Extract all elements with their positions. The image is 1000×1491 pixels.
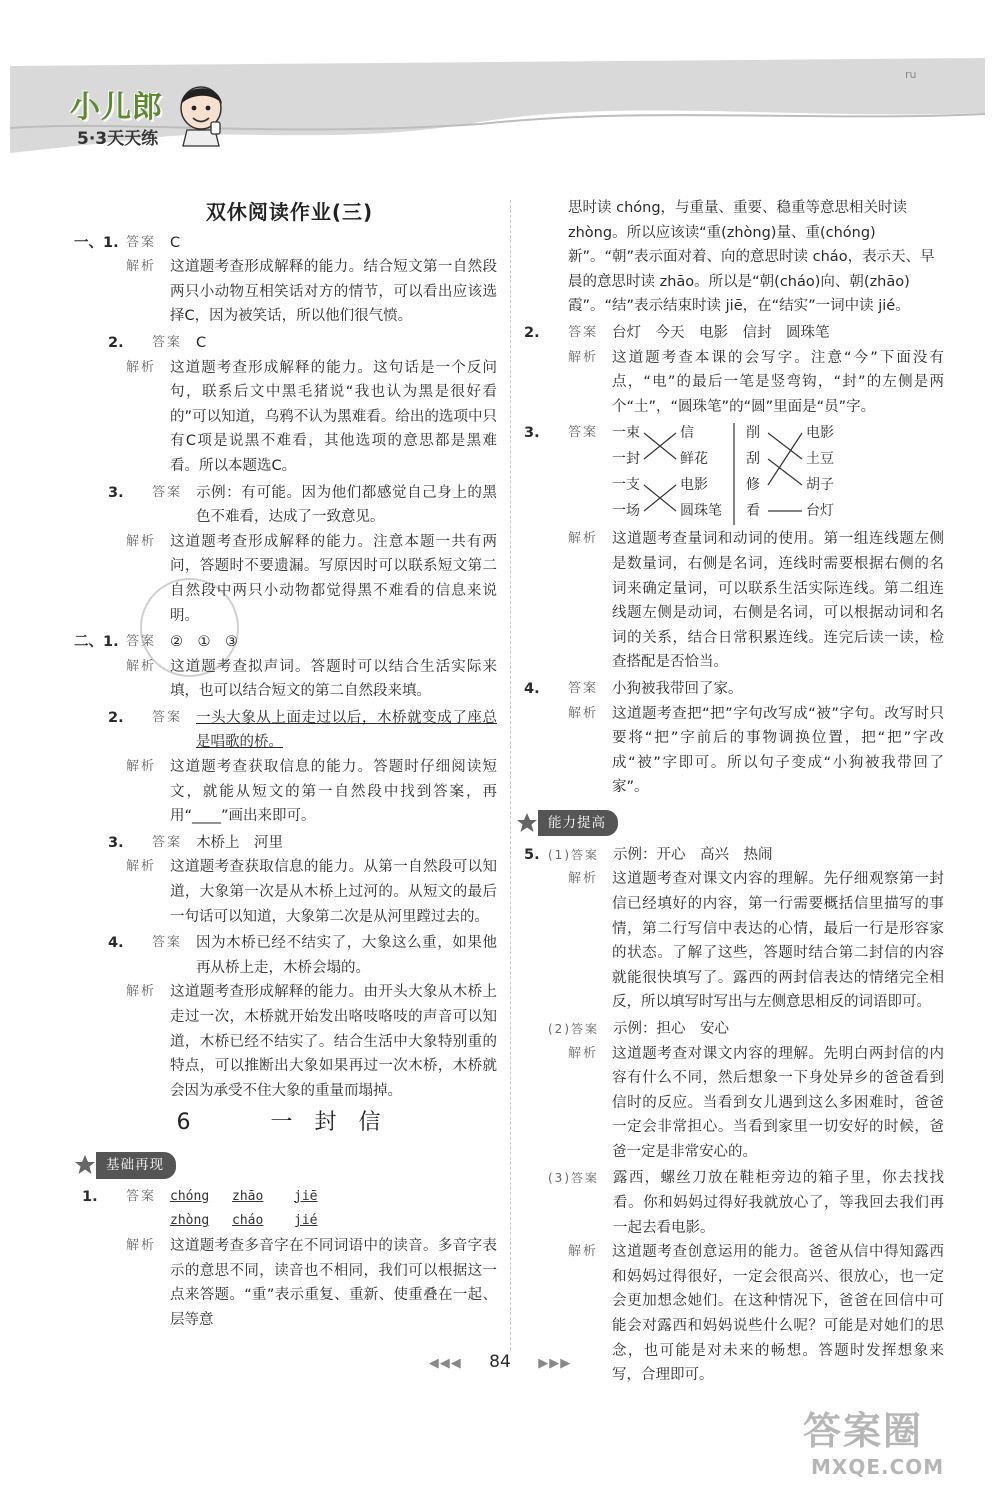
analysis-tag: 解析 (126, 359, 157, 375)
question-block (74, 630, 497, 704)
match-right-noun: 电影 (806, 425, 835, 442)
badge-label: 能力提高 (538, 810, 618, 837)
next-arrows-icon: ▶▶▶ (538, 1356, 572, 1371)
question-block (524, 321, 944, 419)
header-corner-mark: ru (905, 68, 917, 81)
watermark (803, 1400, 944, 1479)
question-number: 3. (108, 834, 124, 851)
answer-text: 木桥上 河里 (196, 834, 284, 851)
analysis-text: 这道题考查形成解释的能力。注意本题一共有两问，答题时不要遗漏。写原因时可以联系短文第二自然段中两只小动物都觉得黑不难看的信息来说明。 (170, 533, 497, 624)
answer-tag: 答案 (126, 234, 157, 250)
lesson-title (82, 1111, 497, 1136)
question-block (82, 1185, 497, 1333)
answer-tag: (3)答案 (548, 1171, 599, 1186)
column-divider (510, 200, 511, 1350)
answer-tag: 答案 (152, 834, 183, 850)
analysis-text: 这道题考查拟声词。答题时可以结合生活实际来填，也可以结合短文的第二自然段来填。 (170, 658, 497, 700)
answer-tag: 答案 (568, 680, 599, 696)
answer-tag: 答案 (152, 484, 183, 500)
analysis-text: 这道题考查获取信息的能力。答题时仔细阅读短文，就能从短文的第一自然段中找到答案，再用“____”画出来即可。 (170, 759, 497, 825)
analysis-tag: 解析 (126, 859, 157, 875)
pinyin-item: jiē (294, 1188, 318, 1204)
answer-text: C (196, 334, 207, 351)
question-number: 4. (524, 680, 540, 697)
analysis-text: 这道题考查创意运用的能力。爸爸从信中得知露西和妈妈过得很好，一定会很高兴、很放心，也一定会更加想念她们。在这种情况下，爸爸在回信中可能会对露西和妈妈说些什么呢？可能是对她们的思念，也可能是对未来的畅想。答题时发挥想象来写，合理即可。 (612, 1244, 944, 1384)
question-number: 2. (108, 709, 124, 726)
match-right-noun: 土豆 (806, 451, 835, 468)
answer-tag: 答案 (126, 634, 157, 650)
section-title: 双休阅读作业(三) (205, 200, 374, 224)
question-number: 1. (82, 1188, 98, 1205)
question-block (524, 1017, 944, 1165)
analysis-tag: 解析 (568, 349, 599, 365)
lesson-number: 6 (176, 1110, 213, 1136)
answer-tag: 答案 (568, 324, 599, 340)
question-block (524, 677, 944, 800)
answer-tag: 答案 (152, 334, 183, 350)
question-block (82, 931, 497, 1103)
analysis-text: 这道题考查对课文内容的理解。先明白两封信的内容有什么不同，然后想象一下身处异乡的爸爸看到信时的反应。当看到女儿遇到这么多困难时，爸爸一定会非常担心。当看到家里一切安好的时候，爸爸一定是非常安心的。 (612, 1045, 944, 1160)
match-left-word: 一场 (612, 503, 641, 520)
right-column (524, 196, 944, 1390)
analysis-text: 这道题考查获取信息的能力。从第一自然段可以知道，大象第一次是从木桥上过河的。从短文的最后一句话可以知道，大象第二次是从河里蹚过去的。 (170, 859, 497, 925)
page-footer (0, 1352, 1000, 1372)
match-verb: 修 (746, 477, 761, 494)
question-number: 2. (108, 334, 124, 351)
analysis-text: 这道题考查本课的会写字。注意“今”下面没有点，“电”的最后一笔是竖弯钩，“封”的左侧是两个“土”，“圆珠笔”的“圆”里面是“员”字。 (612, 349, 944, 415)
star-icon (516, 812, 538, 834)
answer-tag: 答案 (152, 709, 183, 725)
question-number: 4. (108, 935, 124, 952)
answer-text: 台灯 今天 电影 信封 圆珠笔 (612, 324, 830, 341)
continued-analysis (524, 196, 944, 319)
analysis-text: 这道题考查多音字在不同词语中的读音。多音字表示的意思不同，读音也不相同，我们可以根据这一点来答题。“重”表示重复、重新、使重叠在一起、层等意 (170, 1238, 497, 1328)
match-verb: 刮 (746, 451, 761, 468)
pinyin-item: zhòng (170, 1213, 210, 1229)
question-block (524, 843, 944, 1015)
logo-subtitle: 5·3天天练 (77, 129, 159, 149)
analysis-tag: 解析 (568, 1045, 599, 1061)
answer-tag: (1)答案 (548, 847, 599, 862)
analysis-tag: 解析 (126, 533, 157, 549)
prev-arrows-icon: ◀◀◀ (428, 1356, 462, 1371)
match-left-noun: 信 (680, 425, 695, 442)
analysis-text: 这道题考查形成解释的能力。结合短文第一自然段两只小动物互相笑话对方的情节，可以看出应该选择C，因为被笑话，所以他们很气愤。 (170, 259, 497, 325)
analysis-tag: 解析 (568, 531, 599, 547)
question-block (524, 421, 944, 675)
match-left-word: 一束 (612, 425, 641, 442)
pinyin-answer-grid (170, 1185, 356, 1234)
question-number: 5. (524, 846, 540, 863)
question-block (82, 481, 497, 629)
answer-text: 一头大象从上面走过以后，木桥就变成了座总是唱歌的桥。 (196, 709, 497, 751)
answer-text: 露西，螺丝刀放在鞋柜旁边的箱子里，你去找找看。你和妈妈过得好我就放心了，等我回去我们再一起去看电影。 (613, 1170, 944, 1236)
analysis-tag: 解析 (126, 658, 157, 674)
analysis-tag: 解析 (126, 1238, 157, 1254)
analysis-tag: 解析 (126, 984, 157, 1000)
analysis-tag: 解析 (126, 759, 157, 775)
question-number: 3. (524, 425, 540, 442)
page-number: 84 (489, 1352, 511, 1372)
answer-tag: 答案 (568, 425, 599, 441)
analysis-tag: 解析 (568, 705, 599, 721)
question-block (82, 706, 497, 829)
match-left-word: 一支 (612, 477, 641, 494)
pinyin-item: chóng (170, 1188, 210, 1204)
match-left-noun: 鲜花 (680, 451, 709, 468)
answer-text: 小狗被我带回了家。 (612, 680, 743, 697)
analysis-tag: 解析 (568, 1244, 599, 1260)
question-block (82, 831, 497, 929)
analysis-text: 这道题考查形成解释的能力。由开头大象从木桥上走过一次，木桥就开始发出咯吱咯吱的声音可以知道，木桥已经不结实了。结合生活中大象特别重的特点，可以推断出大象如果再过一次木桥，木桥就会因为承受不住大象的重量而塌掉。 (170, 984, 497, 1099)
pinyin-item: zhāo (232, 1188, 264, 1204)
answer-tag: (2)答案 (548, 1021, 599, 1036)
watermark-text: 答案圈 (803, 1409, 924, 1453)
question-block (82, 331, 497, 479)
watermark-url: MXQE.COM (811, 1455, 945, 1479)
answer-text: C (170, 234, 181, 251)
matching-diagram (612, 421, 872, 527)
question-number: 2. (524, 324, 540, 341)
question-number: 二、1. (74, 634, 119, 651)
answer-tag: 答案 (126, 1188, 157, 1204)
answer-tag: 答案 (152, 935, 183, 951)
analysis-text: 这道题考查形成解释的能力。这句话是一个反问句，联系后文中黑毛猪说“我也认为黑是很好看的”可以知道，乌鸦不认为黑难看。给出的选项中只有C项是说黑不难看，其他选项的意思都是黑难看。所以本题选C。 (170, 359, 497, 474)
section-badge-basic (74, 1152, 176, 1179)
left-column (74, 196, 497, 1334)
star-icon (74, 1154, 96, 1176)
analysis-text: 这道题考查把“把”字句改写成“被”字句。改写时只要将“把”字前后的事物调换位置，把“把”字改成“被”字即可。所以句子变成“小狗被我带回了家”。 (612, 705, 944, 796)
answer-text: 示例：开心 高兴 热闹 (613, 846, 773, 863)
match-left-word: 一封 (612, 451, 641, 468)
match-verb: 削 (746, 425, 761, 442)
logo-title: 小儿郎 (70, 90, 163, 125)
answer-text: 因为木桥已经不结实了，大象这么重，如果他再从桥上走，木桥会塌的。 (196, 935, 497, 976)
analysis-tag: 解析 (126, 259, 157, 275)
analysis-text: 这道题考查对课文内容的理解。先仔细观察第一封信已经填好的内容，第一行需要概括信里描写的事情，第二行写信中表达的心情，最后一行是形容家的状态。了解了这些，答题时结合第二封信的内容就能很快填写了。露西的两封信表达的情绪完全相反，所以填写时写出与左侧意思相反的词语即可。 (612, 871, 944, 1011)
match-verb: 看 (746, 503, 761, 520)
pinyin-item: jié (294, 1213, 318, 1229)
match-left-noun: 圆珠笔 (680, 503, 723, 520)
analysis-tag: 解析 (568, 871, 599, 887)
match-right-noun: 台灯 (806, 503, 835, 520)
question-number: 3. (108, 484, 124, 501)
analysis-text: 思时读 chóng，与重量、重要、稳重等意思相关时读 zhòng。所以应该读“重(zhòng)量、重(chóng)新”。“朝”表示面对着、向的意思时读 cháo，表示天、早晨的意思时读 zhāo。所以是“朝(cháo)向、朝(zhāo)霞”。“结”表示结束时读 jiē，在“结实”一词中读 jié。 (568, 200, 935, 315)
badge-label: 基础再现 (96, 1152, 176, 1179)
mascot-boy-icon (175, 78, 227, 148)
answer-text: 示例：有可能。因为他们都感觉自己身上的黑色不难看，达成了一致意见。 (196, 484, 497, 526)
section-badge-advanced (516, 810, 618, 837)
answer-text: ② ① ③ (170, 634, 239, 651)
match-left-noun: 电影 (680, 477, 709, 494)
match-right-noun: 胡子 (806, 477, 835, 494)
question-block (74, 231, 497, 329)
pinyin-item: cháo (232, 1213, 264, 1229)
lesson-name: 一封信 (270, 1110, 403, 1136)
answer-text: 示例：担心 安心 (613, 1020, 729, 1037)
question-number: 一、1. (74, 234, 119, 251)
analysis-text: 这道题考查量词和动词的使用。第一组连线题左侧是数量词，右侧是名词，连线时需要根据右侧的名词来确定量词，可以联系生活实际连线。第二组连线题左侧是动词，右侧是名词，可以根据动词和名词的关系，结合日常积累连线。连完后读一读，检查搭配是否恰当。 (612, 531, 944, 671)
